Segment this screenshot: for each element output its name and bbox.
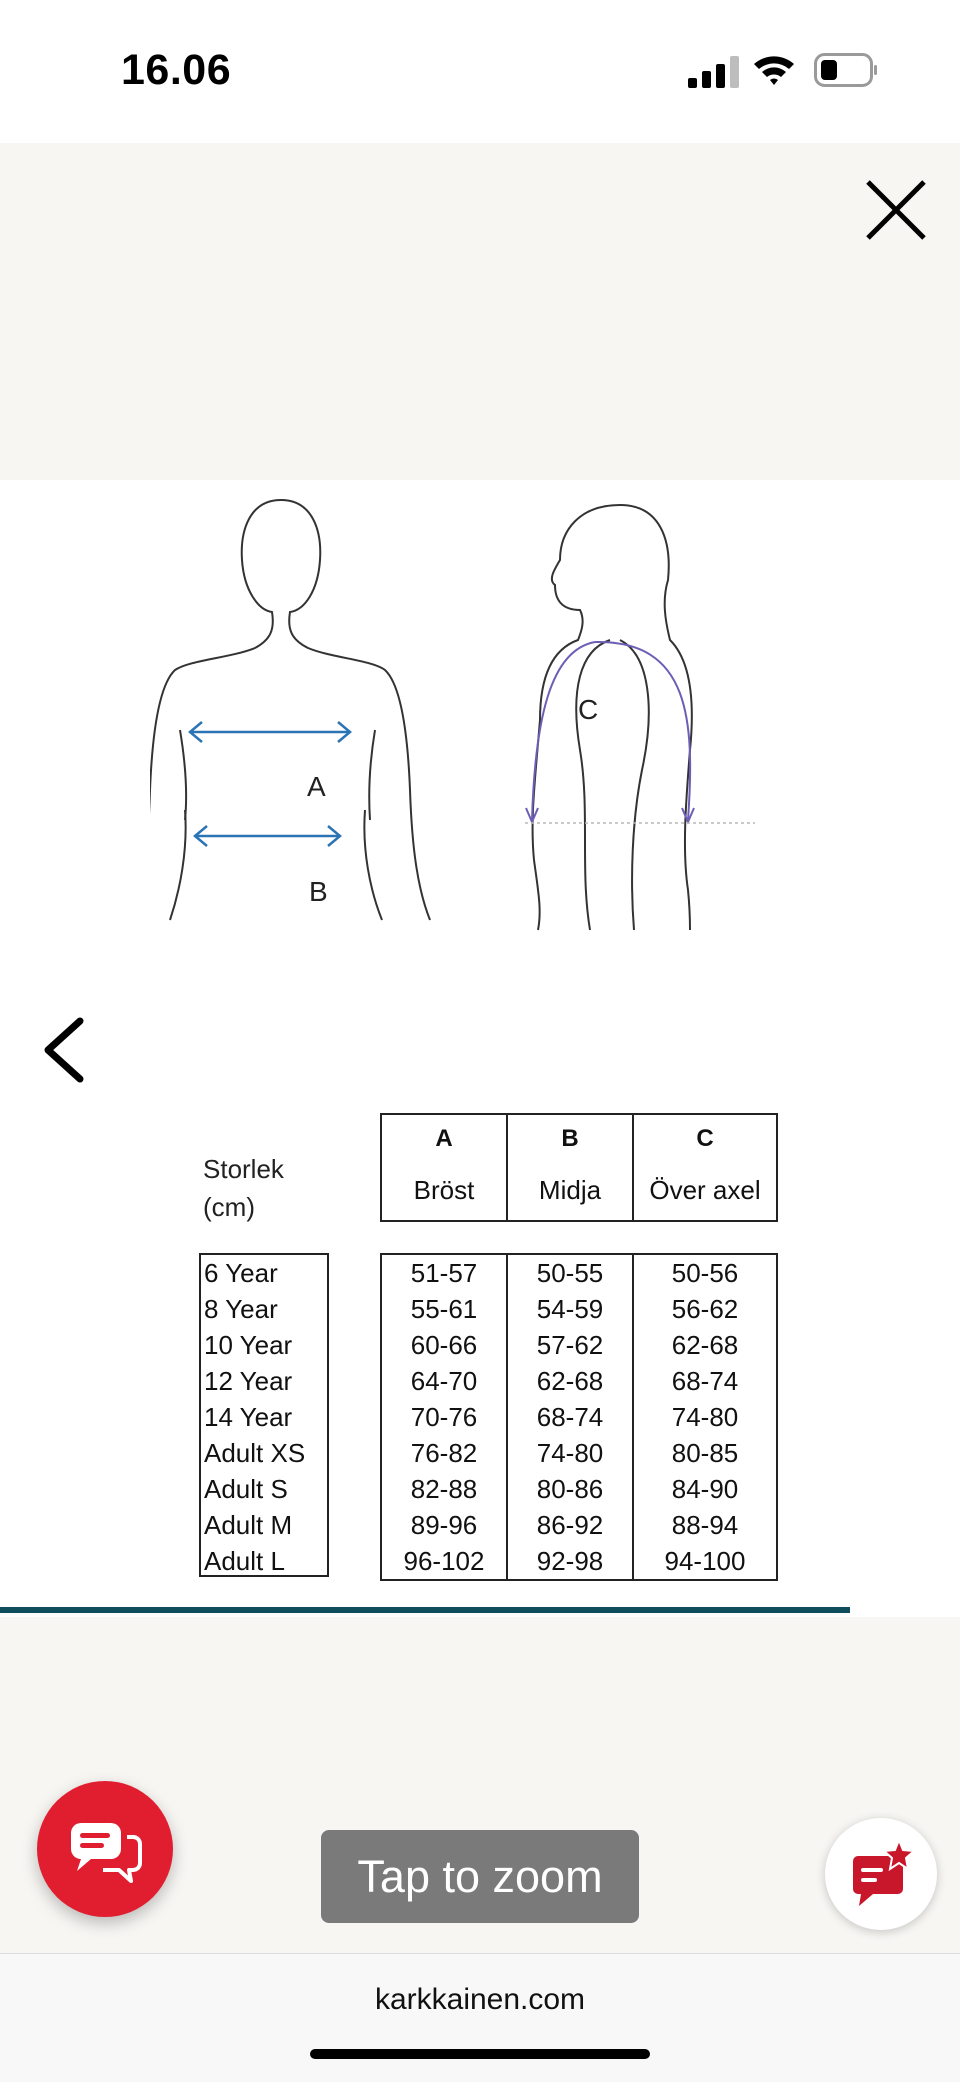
size-label: 8 Year bbox=[204, 1294, 278, 1324]
cell-a: 64-70 bbox=[381, 1363, 507, 1399]
size-list bbox=[199, 1253, 329, 1577]
table-row bbox=[381, 1435, 777, 1471]
cell-b: 68-74 bbox=[507, 1399, 633, 1435]
cell-b: 80-86 bbox=[507, 1471, 633, 1507]
cell-c: 56-62 bbox=[633, 1291, 777, 1327]
address-bar[interactable]: karkkainen.com bbox=[374, 1983, 586, 2016]
chat-button[interactable] bbox=[37, 1781, 173, 1917]
label-b: B bbox=[309, 876, 328, 907]
cell-c: 94-100 bbox=[633, 1543, 777, 1580]
table-row bbox=[381, 1543, 777, 1580]
cell-b: 54-59 bbox=[507, 1291, 633, 1327]
size-label: 14 Year bbox=[204, 1402, 293, 1432]
front-body-figure bbox=[150, 500, 430, 920]
home-indicator[interactable] bbox=[310, 2049, 650, 2059]
cell-a: 96-102 bbox=[381, 1543, 507, 1580]
cellular-signal-icon bbox=[688, 56, 742, 88]
cell-c: 62-68 bbox=[633, 1327, 777, 1363]
cell-c: 68-74 bbox=[633, 1363, 777, 1399]
cell-a: 70-76 bbox=[381, 1399, 507, 1435]
measurement-data-table bbox=[380, 1253, 778, 1581]
cell-c: 50-56 bbox=[633, 1254, 777, 1291]
size-label: 12 Year bbox=[204, 1366, 293, 1396]
column-header-a: A Bröst bbox=[381, 1114, 507, 1221]
wifi-icon bbox=[752, 50, 796, 90]
clock: 16.06 bbox=[121, 46, 232, 94]
table-row bbox=[381, 1507, 777, 1543]
label-c: C bbox=[578, 694, 599, 725]
close-icon[interactable] bbox=[862, 176, 930, 244]
table-row bbox=[381, 1327, 777, 1363]
measurement-c-arrow bbox=[525, 642, 755, 823]
cell-a: 60-66 bbox=[381, 1327, 507, 1363]
cell-c: 88-94 bbox=[633, 1507, 777, 1543]
cell-c: 80-85 bbox=[633, 1435, 777, 1471]
side-body-figure bbox=[533, 505, 692, 930]
cell-c: 84-90 bbox=[633, 1471, 777, 1507]
measurement-b-arrow bbox=[195, 826, 340, 846]
cell-a: 55-61 bbox=[381, 1291, 507, 1327]
size-label: Adult XS bbox=[204, 1438, 306, 1468]
measurement-header-table bbox=[380, 1113, 778, 1222]
cell-a: 82-88 bbox=[381, 1471, 507, 1507]
size-label: Adult L bbox=[204, 1546, 285, 1576]
cell-b: 50-55 bbox=[507, 1254, 633, 1291]
status-bar bbox=[0, 0, 960, 143]
chat-bubbles-icon bbox=[37, 1781, 173, 1917]
cell-a: 89-96 bbox=[381, 1507, 507, 1543]
browser-bottom-bar bbox=[0, 1953, 960, 2082]
cell-b: 74-80 bbox=[507, 1435, 633, 1471]
table-row bbox=[381, 1254, 777, 1291]
feedback-button[interactable] bbox=[825, 1818, 937, 1930]
table-row bbox=[381, 1471, 777, 1507]
label-a: A bbox=[307, 771, 326, 802]
feedback-star-icon bbox=[825, 1818, 937, 1930]
lightbox-header bbox=[0, 143, 960, 480]
battery-icon bbox=[814, 53, 878, 87]
column-header-c: C Över axel bbox=[633, 1114, 777, 1221]
size-label: 10 Year bbox=[204, 1330, 293, 1360]
tap-to-zoom-button[interactable]: Tap to zoom bbox=[321, 1830, 639, 1923]
table-row bbox=[381, 1399, 777, 1435]
size-label: Adult S bbox=[204, 1474, 288, 1504]
measurement-a-arrow bbox=[190, 722, 350, 742]
size-label: Adult M bbox=[204, 1510, 293, 1540]
table-row bbox=[381, 1291, 777, 1327]
cell-c: 74-80 bbox=[633, 1399, 777, 1435]
cell-b: 86-92 bbox=[507, 1507, 633, 1543]
size-row-header: Storlek (cm) bbox=[203, 1154, 284, 1222]
gallery-progress-bar bbox=[0, 1607, 850, 1613]
column-header-b: B Midja bbox=[507, 1114, 633, 1221]
chevron-left-icon[interactable] bbox=[40, 1015, 90, 1085]
cell-b: 57-62 bbox=[507, 1327, 633, 1363]
cell-a: 51-57 bbox=[381, 1254, 507, 1291]
cell-b: 92-98 bbox=[507, 1543, 633, 1580]
cell-b: 62-68 bbox=[507, 1363, 633, 1399]
cell-a: 76-82 bbox=[381, 1435, 507, 1471]
size-label: 6 Year bbox=[204, 1258, 278, 1288]
table-row bbox=[381, 1363, 777, 1399]
body-measurement-figures bbox=[150, 490, 790, 1100]
